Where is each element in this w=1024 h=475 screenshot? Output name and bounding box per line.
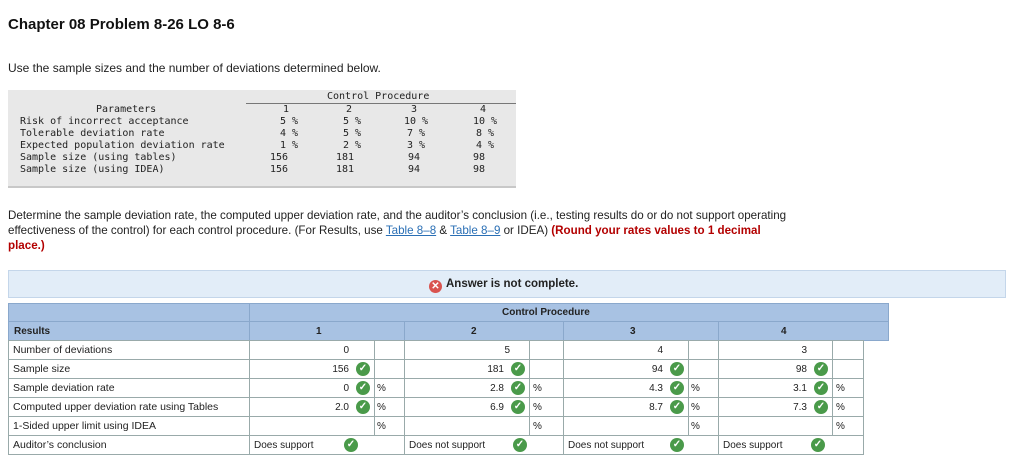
pct-cell <box>688 378 719 398</box>
row-label-conclusion: Auditor’s conclusion <box>8 435 250 455</box>
check-icon: ✓ <box>511 381 525 395</box>
check-icon: ✓ <box>513 438 527 452</box>
param-value: 98 <box>473 152 486 163</box>
param-value: 10 % <box>404 116 429 127</box>
check-icon: ✓ <box>670 438 684 452</box>
parameters-label: Parameters <box>96 104 157 115</box>
percent-sign: % <box>377 421 386 432</box>
table-8-8-link[interactable]: Table 8–8 <box>385 224 437 237</box>
param-col-4: 4 <box>480 104 487 115</box>
check-icon: ✓ <box>511 362 525 376</box>
percent-sign: % <box>533 402 542 413</box>
table-8-9-link[interactable]: Table 8–9 <box>450 224 501 237</box>
param-value: 7 % <box>407 128 426 139</box>
cell-value: 156 <box>332 364 349 375</box>
control-procedure-group-header <box>249 303 889 322</box>
answer-status-banner <box>8 270 1006 298</box>
col4-deviations-input[interactable] <box>718 340 833 360</box>
check-icon: ✓ <box>814 381 828 395</box>
col2-deviations-input[interactable] <box>404 340 530 360</box>
col3-sample-input[interactable] <box>563 359 689 379</box>
col3-conclusion-select[interactable] <box>563 435 719 455</box>
col2-sample-input[interactable] <box>404 359 530 379</box>
check-icon: ✓ <box>356 362 370 376</box>
x-circle-icon: ✕ <box>429 280 442 293</box>
percent-sign: % <box>377 402 386 413</box>
param-value: 4 % <box>280 128 299 139</box>
rounding-note: (Round your rates values to 1 decimal place.) <box>8 224 761 252</box>
pct-cell <box>374 397 405 417</box>
cell-value: 5 <box>504 345 510 356</box>
pct-cell <box>832 359 864 379</box>
col3-sample-rate-input[interactable] <box>563 378 689 398</box>
check-icon: ✓ <box>811 438 825 452</box>
param-row-label: Expected population deviation rate <box>20 140 225 151</box>
col3-upper-input[interactable] <box>563 397 689 417</box>
cell-value: 4 <box>657 345 663 356</box>
col4-sample-rate-input[interactable] <box>718 378 833 398</box>
param-value: 1 % <box>280 140 299 151</box>
pct-cell <box>374 359 405 379</box>
col2-sample-rate-input[interactable] <box>404 378 530 398</box>
pct-cell <box>688 416 719 436</box>
cell-value: Does support <box>254 440 314 451</box>
paragraph-text-2: or IDEA) <box>500 224 552 237</box>
param-value: 98 <box>473 164 486 175</box>
pct-cell <box>832 378 864 398</box>
param-col-1: 1 <box>283 104 290 115</box>
col3-deviations-input[interactable] <box>563 340 689 360</box>
pct-cell <box>832 397 864 417</box>
percent-sign: % <box>377 383 386 394</box>
cell-value: 3.1 <box>793 383 807 394</box>
percent-sign: % <box>691 383 700 394</box>
param-value: 94 <box>408 164 421 175</box>
banner-message <box>429 278 578 293</box>
check-icon: ✓ <box>511 400 525 414</box>
row-label-upper-rate: Computed upper deviation rate using Tables <box>8 397 250 417</box>
row-label-sample-rate: Sample deviation rate <box>8 378 250 398</box>
col-header-label: 4 <box>781 326 787 337</box>
check-icon: ✓ <box>344 438 358 452</box>
row-label-deviations: Number of deviations <box>8 340 250 360</box>
cell-value: Does support <box>723 440 783 451</box>
percent-sign: % <box>691 402 700 413</box>
header-blank <box>8 303 250 322</box>
col1-sample-rate-input[interactable] <box>249 378 375 398</box>
percent-sign: % <box>836 421 845 432</box>
cell-value: 0 <box>343 383 349 394</box>
col-header-2 <box>404 321 564 341</box>
percent-sign: % <box>836 383 845 394</box>
pct-cell <box>529 359 564 379</box>
param-col-3: 3 <box>411 104 418 115</box>
param-value: 156 <box>270 164 289 175</box>
results-label: Results <box>14 326 51 337</box>
param-value: 10 % <box>473 116 498 127</box>
pct-cell <box>529 416 564 436</box>
param-row-label: Sample size (using tables) <box>20 152 177 163</box>
pct-cell <box>529 378 564 398</box>
cell-value: 3 <box>801 345 807 356</box>
col3-idea-input[interactable] <box>563 416 689 436</box>
check-icon: ✓ <box>670 400 684 414</box>
col2-conclusion-select[interactable] <box>404 435 564 455</box>
col-header-label: 3 <box>630 326 636 337</box>
param-row-label: Risk of incorrect acceptance <box>20 116 189 127</box>
param-value: 5 % <box>280 116 299 127</box>
check-icon: ✓ <box>356 381 370 395</box>
param-value: 2 % <box>343 140 362 151</box>
param-col-2: 2 <box>346 104 353 115</box>
col1-idea-input[interactable] <box>249 416 375 436</box>
check-icon: ✓ <box>356 400 370 414</box>
param-value: 181 <box>336 164 355 175</box>
pct-cell <box>529 397 564 417</box>
param-value: 5 % <box>343 116 362 127</box>
cell-value: 181 <box>487 364 504 375</box>
page-title: Chapter 08 Problem 8-26 LO 8-6 <box>8 16 235 33</box>
col-header-3 <box>563 321 719 341</box>
col1-conclusion-select[interactable] <box>249 435 405 455</box>
cell-value: 6.9 <box>490 402 504 413</box>
col-header-label: 2 <box>471 326 477 337</box>
pct-cell <box>374 340 405 360</box>
col4-idea-input[interactable] <box>718 416 833 436</box>
col1-upper-input[interactable] <box>249 397 375 417</box>
cell-value: 8.7 <box>649 402 663 413</box>
cell-value: 7.3 <box>793 402 807 413</box>
pct-cell <box>529 340 564 360</box>
param-value: 4 % <box>476 140 495 151</box>
check-icon: ✓ <box>814 362 828 376</box>
pct-cell <box>374 378 405 398</box>
col4-upper-input[interactable] <box>718 397 833 417</box>
group-header-text: Control Procedure <box>502 307 590 318</box>
banner-text: Answer is not complete. <box>446 278 579 290</box>
col1-deviations-input[interactable] <box>249 340 375 360</box>
param-value: 5 % <box>343 128 362 139</box>
param-value: 8 % <box>476 128 495 139</box>
pct-cell <box>832 340 864 360</box>
results-header <box>8 321 250 341</box>
cell-value: Does not support <box>568 440 645 451</box>
col-header-label: 1 <box>316 326 322 337</box>
param-row-label: Tolerable deviation rate <box>20 128 165 139</box>
cell-value: 0 <box>343 345 349 356</box>
cell-value: 98 <box>795 364 807 375</box>
col4-conclusion-select[interactable] <box>718 435 864 455</box>
col-header-1 <box>249 321 405 341</box>
check-icon: ✓ <box>670 362 684 376</box>
col1-sample-input[interactable] <box>249 359 375 379</box>
cell-value: 2.8 <box>490 383 504 394</box>
parameters-table <box>8 90 516 188</box>
pct-cell <box>374 416 405 436</box>
col4-sample-input[interactable] <box>718 359 833 379</box>
percent-sign: % <box>533 421 542 432</box>
col2-upper-input[interactable] <box>404 397 530 417</box>
cell-value: 2.0 <box>335 402 349 413</box>
pct-cell <box>688 397 719 417</box>
check-icon: ✓ <box>670 381 684 395</box>
percent-sign: % <box>691 421 700 432</box>
param-row-label: Sample size (using IDEA) <box>20 164 165 175</box>
cell-value: 4.3 <box>649 383 663 394</box>
col-header-4 <box>718 321 889 341</box>
pct-cell <box>832 416 864 436</box>
param-value: 3 % <box>407 140 426 151</box>
param-value: 156 <box>270 152 289 163</box>
col2-idea-input[interactable] <box>404 416 530 436</box>
param-value: 94 <box>408 152 421 163</box>
question-paragraph <box>8 208 788 253</box>
paragraph-text: Determine the sample deviation rate, the computed upper deviation rate, and the auditor’s conclusion (i.e., testing results do or do not support operating effectiveness of the control) for each control procedure. (For Results, use <box>8 209 787 237</box>
instruction-text: Use the sample sizes and the number of deviations determined below. <box>8 61 381 75</box>
cell-value: Does not support <box>409 440 486 451</box>
percent-sign: % <box>836 402 845 413</box>
control-procedure-header: Control Procedure <box>327 91 430 102</box>
row-label-sample-size: Sample size <box>8 359 250 379</box>
paragraph-amp: & <box>436 224 451 237</box>
row-label-idea-limit: 1-Sided upper limit using IDEA <box>8 416 250 436</box>
check-icon: ✓ <box>814 400 828 414</box>
percent-sign: % <box>533 383 542 394</box>
pct-cell <box>688 359 719 379</box>
pct-cell <box>688 340 719 360</box>
cell-value: 94 <box>651 364 663 375</box>
param-value: 181 <box>336 152 355 163</box>
